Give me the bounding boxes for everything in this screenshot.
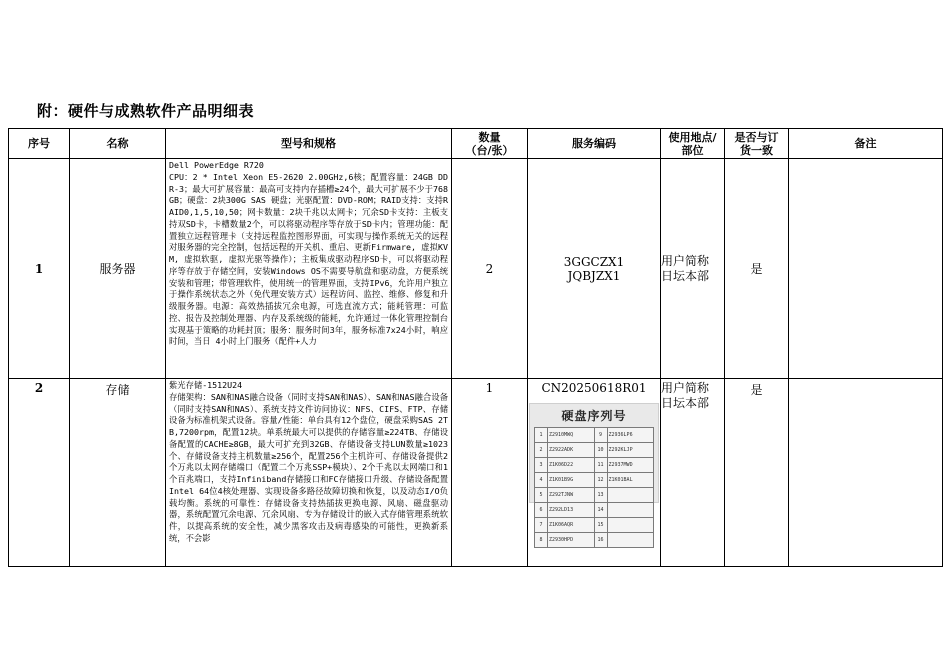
- header-seq: 序号: [9, 129, 70, 159]
- header-remark: 备注: [789, 129, 943, 159]
- serial-index: 15: [594, 518, 607, 533]
- serial-number: [607, 503, 654, 518]
- row-location: [661, 379, 725, 567]
- row-loc-line2: 日坛本部: [661, 396, 710, 410]
- serial-index: 13: [594, 488, 607, 503]
- row-loc-line1: 用户简称: [661, 381, 710, 395]
- row-spec: [166, 159, 452, 379]
- row-code: [528, 379, 661, 567]
- header-loc-line1: 使用地点/: [668, 130, 717, 144]
- row-remark: [789, 159, 943, 379]
- serial-row: [535, 488, 654, 503]
- row-name: 服务器: [70, 159, 166, 379]
- serial-number: Z1K01BAL: [607, 473, 654, 488]
- header-qty-line1: 数量: [478, 130, 501, 144]
- row-code-line1: 3GGCZX1: [563, 254, 625, 269]
- serial-index: 12: [594, 473, 607, 488]
- serial-number: Z2930HPD: [548, 533, 595, 548]
- row-code-line2: JQBJZX1: [567, 268, 621, 283]
- serial-number: Z1K01B9G: [548, 473, 595, 488]
- header-match: [725, 129, 789, 159]
- serial-index: 4: [535, 473, 548, 488]
- header-code: 服务编码: [528, 129, 661, 159]
- row-location: [661, 159, 725, 379]
- serial-index: 11: [594, 458, 607, 473]
- serial-index: 6: [535, 503, 548, 518]
- serial-index: 1: [535, 428, 548, 443]
- serial-row: [535, 518, 654, 533]
- disk-serial-photo: [529, 403, 659, 543]
- row-code-line1: CN20250618R01: [541, 381, 647, 395]
- serial-row: [535, 473, 654, 488]
- serial-number: Z2936LP6: [607, 428, 654, 443]
- serial-row: [535, 443, 654, 458]
- serial-index: 3: [535, 458, 548, 473]
- serial-row: [535, 533, 654, 548]
- serial-row: [535, 428, 654, 443]
- row-seq: 2: [9, 379, 70, 567]
- serial-row: [535, 458, 654, 473]
- row-match: 是: [725, 379, 789, 567]
- serial-row: [535, 503, 654, 518]
- serial-number: [607, 488, 654, 503]
- serial-index: 16: [594, 533, 607, 548]
- header-loc-line2: 部位: [681, 143, 704, 157]
- serial-number: [607, 518, 654, 533]
- header-qty: [452, 129, 528, 159]
- serial-index: 8: [535, 533, 548, 548]
- serial-number: Z1K06D22: [548, 458, 595, 473]
- row-spec-text: Dell PowerEdge R720 CPU：2 * Intel Xeon E5-2620 2.00GHz,6核；配置容量：24GB DDR-3；最大可扩展容量：最高可支持内存插槽≥24个，最大可扩展不少于768GB；硬盘：2块300G SAS 硬盘；光驱配置：DVD-ROM；RAID支持：支持RAID0,1,5,10,50；网卡数量：2块千兆以太网卡；冗余SD卡支持：主板支持双SD卡，卡槽数量2个，可以将驱动程序等存放于SD卡内；管理功能：配置独立远程管理卡（支持远程监控图形界面，可实现与操作系统无关的远程对服务器的完全控制，包括远程的开关机、重启、更新Firmware, 虚拟KVM, 虚拟软驱, 虚拟光驱等操作）；主板集成驱动程序SD卡，可以将驱动程序等存放于存储空间，安装Windows OS不需要导航盘和驱动盘，方便系统安装和管理；带管理软件，使用统一的管理界面，支持IPv6，允许用户独立于操作系统状态之外（免代理安装方式）远程访问、监控、维修、修复和升级服务器。电源：高效热插拔冗余电源，可选直流方式；能耗管理：可监控、报告及控制处理器、内存及系统级的能耗，允许通过一体化管理控制台实现基于策略的功耗封顶；服务：服务时间3年，服务标准7x24小时，响应时间，当日 4小时上门服务（配件+人力: [169, 160, 448, 347]
- serial-number: Z292LD13: [548, 503, 595, 518]
- row-code: [528, 159, 661, 379]
- row-match: 是: [725, 159, 789, 379]
- serial-number: Z2910MWQ: [548, 428, 595, 443]
- row-loc-line2: 日坛本部: [661, 268, 710, 283]
- serial-number: Z2922ADK: [548, 443, 595, 458]
- serial-number: Z2937MWD: [607, 458, 654, 473]
- table-header-row: [9, 129, 943, 159]
- header-location: [661, 129, 725, 159]
- header-name: 名称: [70, 129, 166, 159]
- serial-number: Z292KLJP: [607, 443, 654, 458]
- table-row: [9, 379, 943, 567]
- header-match-line1: 是否与订: [734, 130, 779, 144]
- serial-grid: [534, 427, 654, 548]
- serial-number: Z1K06AQR: [548, 518, 595, 533]
- serial-number: [607, 533, 654, 548]
- row-loc-line1: 用户简称: [661, 253, 710, 268]
- header-qty-line2: （台/张）: [465, 143, 514, 157]
- serial-index: 7: [535, 518, 548, 533]
- row-seq: 1: [9, 159, 70, 379]
- header-match-line2: 货一致: [740, 143, 773, 157]
- row-name: 存储: [70, 379, 166, 567]
- serial-index: 10: [594, 443, 607, 458]
- product-table: [8, 128, 943, 567]
- serial-index: 9: [594, 428, 607, 443]
- serial-number: Z292TJNW: [548, 488, 595, 503]
- serial-index: 2: [535, 443, 548, 458]
- serial-photo-title: 硬盘序列号: [561, 409, 627, 423]
- serial-index: 14: [594, 503, 607, 518]
- row-qty: 2: [452, 159, 528, 379]
- page-title: 附：硬件与成熟软件产品明细表: [37, 102, 255, 120]
- serial-index: 5: [535, 488, 548, 503]
- row-spec-text: 紫光存储-1512U24 存储架构：SAN和NAS融合设备（同时支持SAN和NAS）、SAN和NAS融合设备（同时支持SAN和NAS）、系统支持文件访问协议：NFS、CIFS、FTP、存储设备为标准机架式设备。容量/性能：单台具有12个盘位，硬盘采购SAS 2TB,7200rpm，配置12块。单系统最大可以提供的存储容量≥224TB、存储设备配置的CACHE≥8GB，最大可扩充到32GB、存储设备支持LUN数量≥1023个、存储设备支持主机数量≥256个，配置256个主机许可、存储设备提供2个万兆以太网存储端口（配置二个万兆SSP+模块）、2个千兆以太网端口和1个百兆端口，支持Infiniband存储接口和FC存储接口升级、存储设备配置Intel 64位4核处理器、实现设备多路径故障切换和恢复，以及动态I/O负载均衡。系统的可靠性：存储设备支持热插拔更换电源、风扇、磁盘驱动器，系统配置冗余电源、冗余风扇、专为存储设计的嵌入式存储管理系统软件，以提高系统的安全性，减少黑客攻击及病毒感染的可能性，更换新系统，不会影: [169, 380, 448, 543]
- header-spec: 型号和规格: [166, 129, 452, 159]
- row-qty: 1: [452, 379, 528, 567]
- table-row: [9, 159, 943, 379]
- row-remark: [789, 379, 943, 567]
- row-spec: [166, 379, 452, 567]
